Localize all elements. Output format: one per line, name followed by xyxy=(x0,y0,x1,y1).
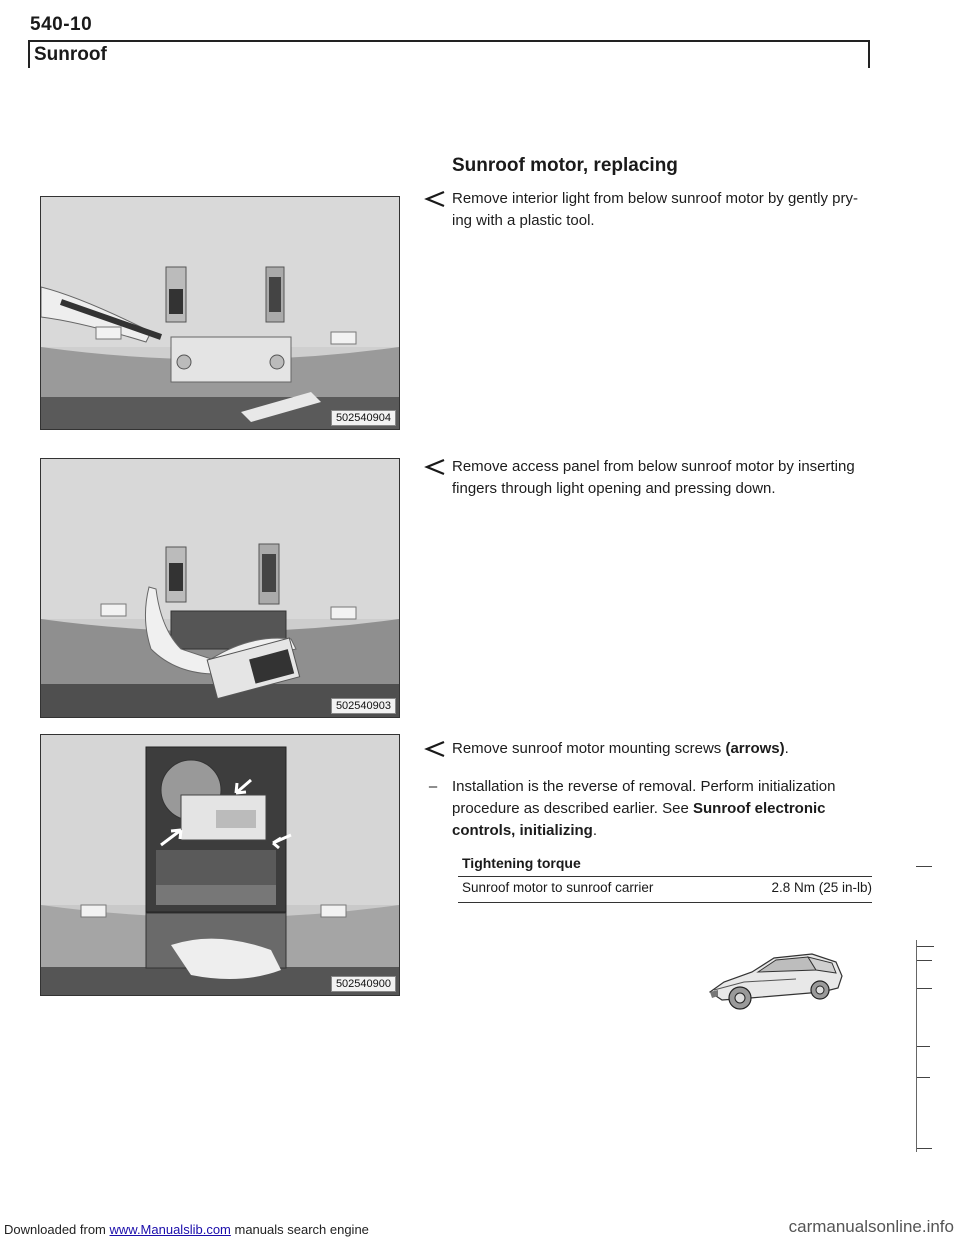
margin-mark xyxy=(916,866,932,867)
manualslib-link[interactable]: www.Manualslib.com xyxy=(109,1222,231,1237)
photo-code-label: 502540904 xyxy=(331,410,396,426)
step-text-bold: (arrows) xyxy=(725,740,785,757)
install-end: . xyxy=(592,822,598,839)
margin-mark xyxy=(916,1077,930,1078)
torque-title: Tightening torque xyxy=(462,855,581,871)
step-text-line: Remove interior light from below sunroof motor by gently pry- xyxy=(452,190,858,207)
download-footer xyxy=(4,1222,369,1237)
section-header-box xyxy=(28,40,870,68)
photo-motor-mounting-screws xyxy=(40,734,400,996)
arrow-left-icon xyxy=(424,458,446,476)
footer-suffix: manuals search engine xyxy=(230,1222,369,1237)
step-text: Remove sunroof motor mounting screws xyxy=(452,740,726,757)
install-line: procedure as described earlier. See xyxy=(452,800,693,817)
step-text-line: ing with a plastic tool. xyxy=(452,212,595,229)
step-text-line: fingers through light opening and pressing down. xyxy=(452,480,776,497)
arrow-left-icon xyxy=(424,190,446,208)
torque-row xyxy=(462,880,872,895)
install-line: Installation is the reverse of removal. Perform initialization xyxy=(452,778,836,795)
section-title: Sunroof xyxy=(34,44,107,65)
step-remove-interior-light xyxy=(424,188,874,232)
footer-prefix: Downloaded from xyxy=(4,1222,110,1237)
arrow-left-icon xyxy=(424,740,446,758)
step-text-line: Remove access panel from below sunroof motor by inserting xyxy=(452,458,855,475)
torque-value: 2.8 Nm (25 in-lb) xyxy=(771,880,872,895)
margin-mark xyxy=(916,960,932,961)
step-remove-mounting-screws xyxy=(424,738,874,760)
site-watermark: carmanualsonline.info xyxy=(788,1217,954,1236)
photo-access-panel-removal xyxy=(40,458,400,718)
dash-bullet: – xyxy=(428,778,438,795)
table-rule xyxy=(458,902,872,903)
photo-interior-light-removal xyxy=(40,196,400,430)
margin-mark xyxy=(916,946,934,947)
install-ref: Sunroof electronic xyxy=(692,800,826,817)
car-illustration xyxy=(704,946,850,1016)
step-text-tail: . xyxy=(784,740,789,757)
step-remove-access-panel xyxy=(424,456,874,500)
photo-code-label: 502540903 xyxy=(331,698,396,714)
page-number: 540-10 xyxy=(30,14,93,35)
torque-item: Sunroof motor to sunroof carrier xyxy=(462,880,654,895)
margin-mark xyxy=(916,988,932,989)
procedure-heading: Sunroof motor, replacing xyxy=(452,155,678,176)
installation-note xyxy=(424,776,874,842)
margin-mark xyxy=(916,1148,932,1149)
photo-code-label: 502540900 xyxy=(331,976,396,992)
margin-mark xyxy=(916,1046,930,1047)
margin-line xyxy=(916,940,917,1152)
install-ref: controls, initializing xyxy=(452,822,593,839)
table-rule xyxy=(458,876,872,877)
